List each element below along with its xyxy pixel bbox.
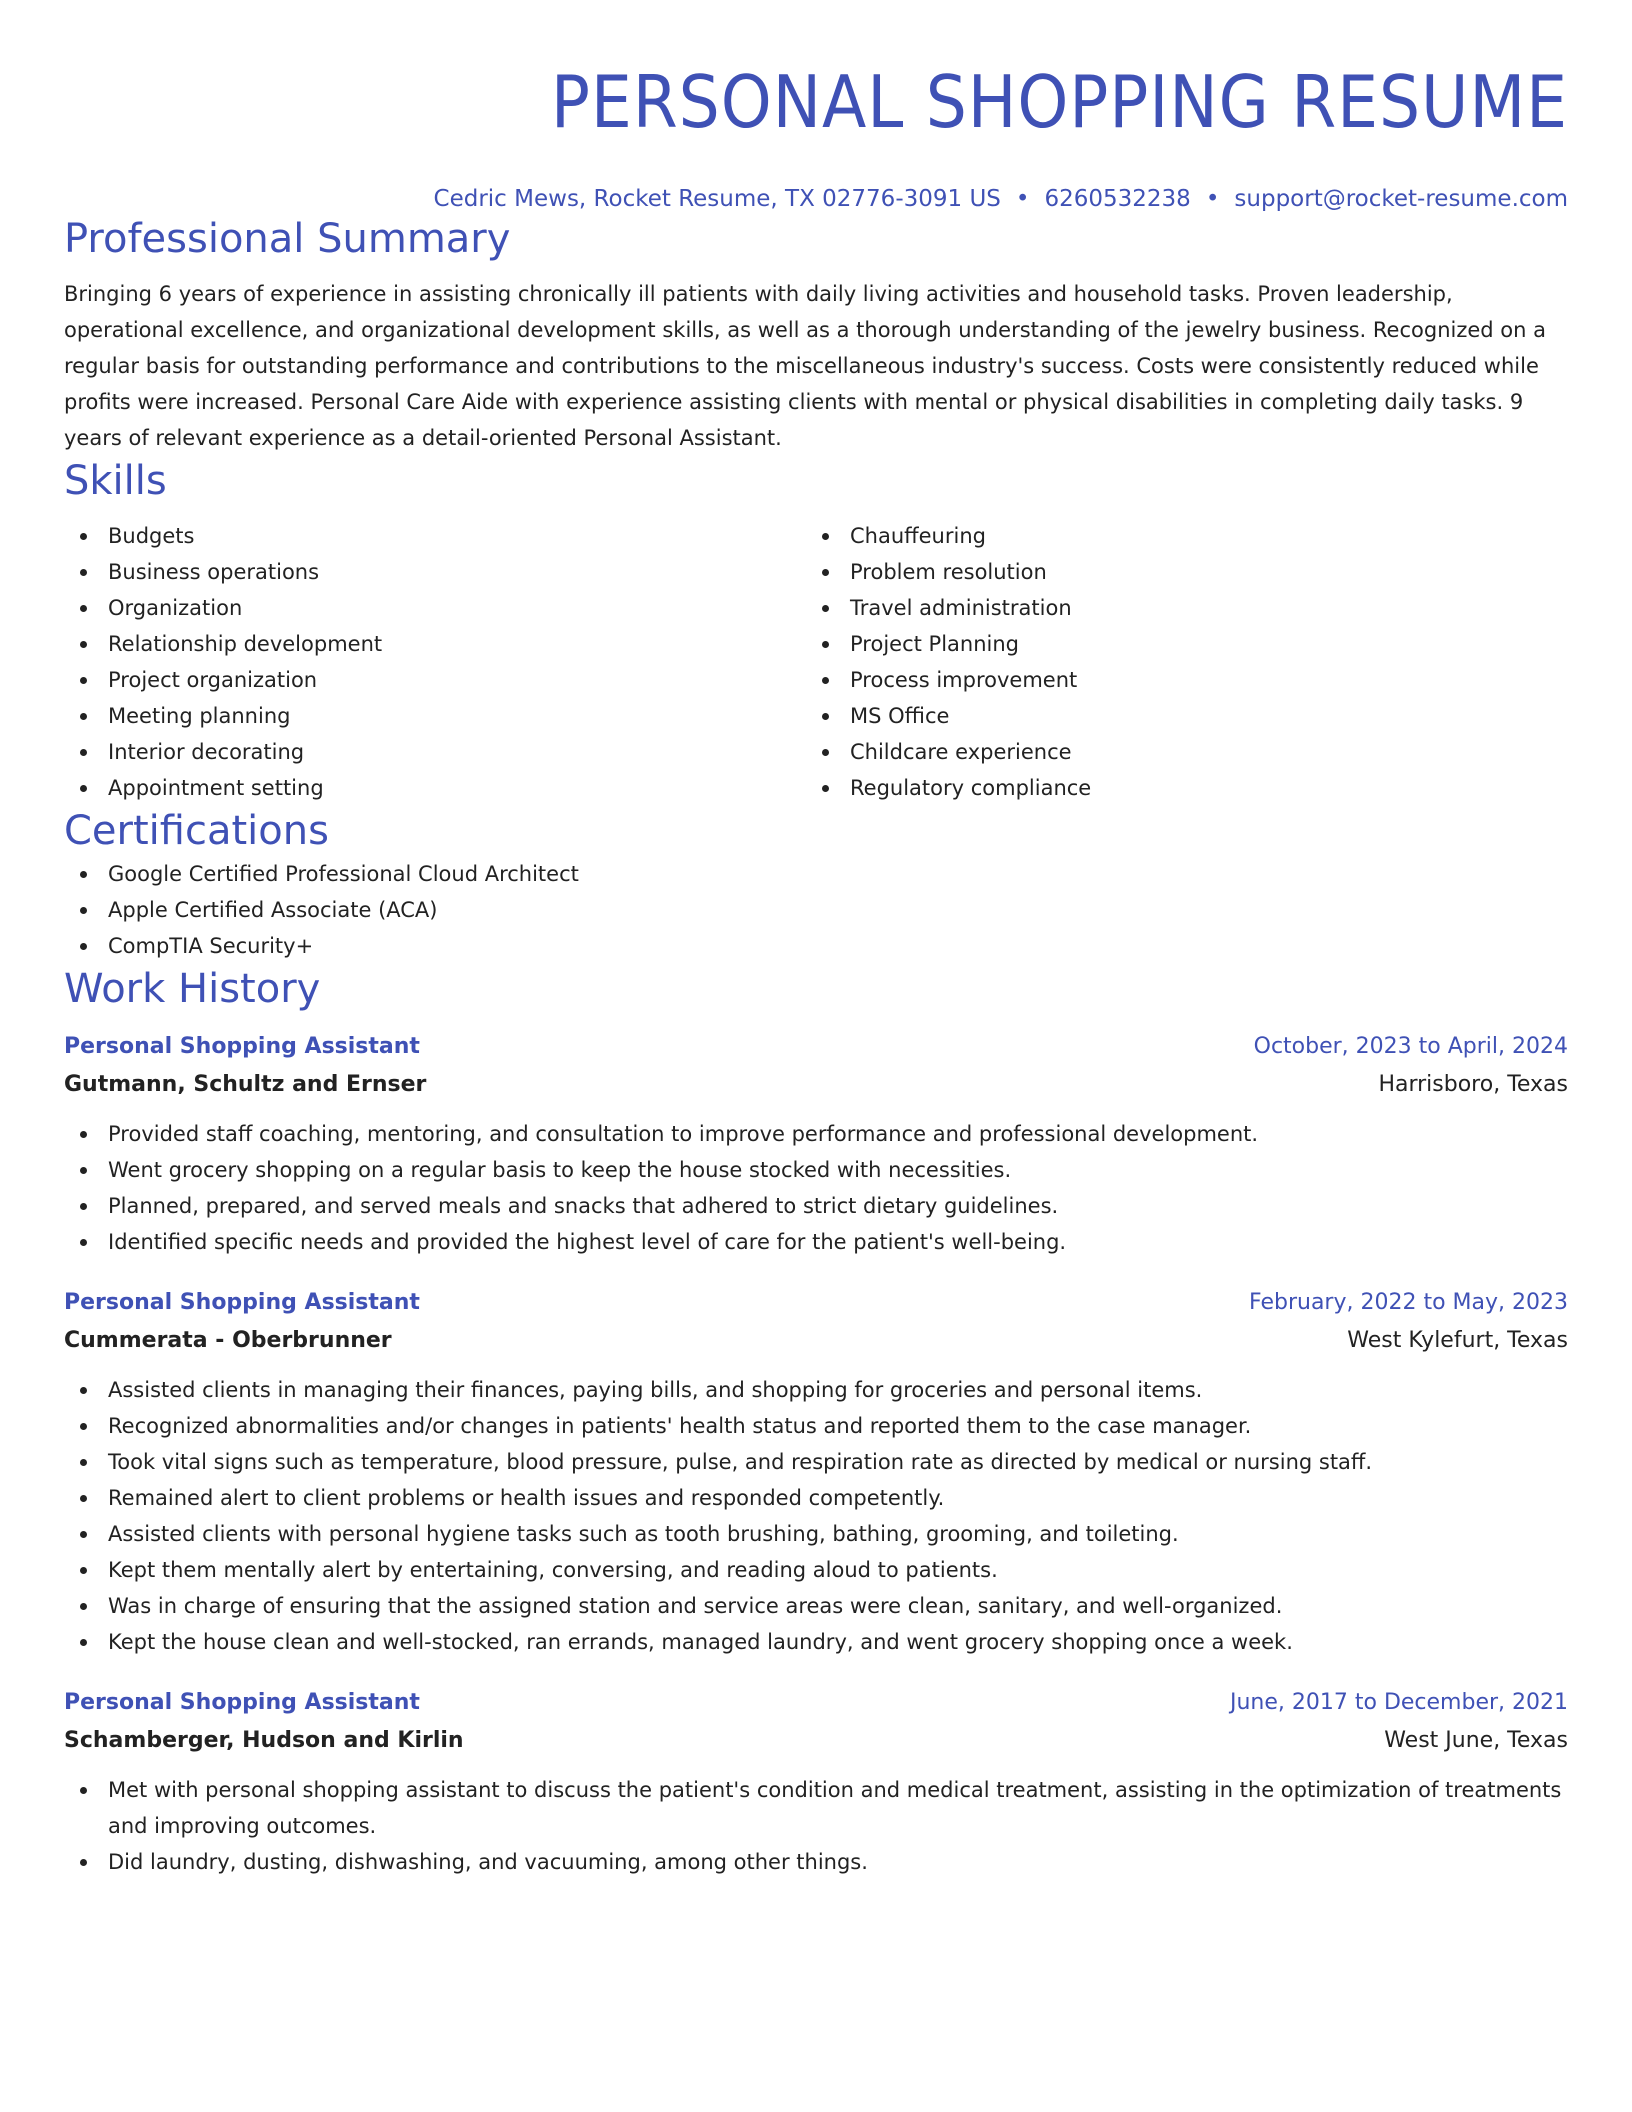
job-bullets (64, 1116, 1568, 1260)
job-bullets (64, 1772, 1568, 1880)
skill-item: Relationship development (64, 626, 806, 662)
job-entry (64, 1028, 1568, 1260)
job-title: Personal Shopping Assistant (64, 1690, 420, 1715)
skill-item: Meeting planning (64, 698, 806, 734)
skill-item: Regulatory compliance (806, 770, 1548, 806)
skill-item: Project Planning (806, 626, 1548, 662)
skill-item: Childcare experience (806, 734, 1548, 770)
skill-item: Interior decorating (64, 734, 806, 770)
certification-item: CompTIA Security+ (64, 928, 1568, 964)
job-entry (64, 1684, 1568, 1880)
contact-phone: 6260532238 (1044, 186, 1191, 212)
job-subheader (64, 1722, 1568, 1760)
skill-item: Chauffeuring (806, 518, 1548, 554)
job-bullet: Identified specific needs and provided the highest level of care for the patient's well-being. (64, 1224, 1568, 1260)
job-bullet: Met with personal shopping assistant to discuss the patient's condition and medical treatment, assisting in the optimization of treatments and improving outcomes. (64, 1772, 1568, 1844)
work-history-heading: Work History (64, 966, 321, 1012)
job-bullet: Recognized abnormalities and/or changes in patients' health status and reported them to the case manager. (64, 1408, 1568, 1444)
job-company: Gutmann, Schultz and Ernser (64, 1072, 427, 1097)
contact-separator: • (1205, 186, 1220, 212)
skills-heading: Skills (64, 458, 167, 504)
job-location: Harrisboro, Texas (1378, 1072, 1568, 1097)
certifications-list (64, 856, 1568, 964)
job-bullet: Planned, prepared, and served meals and snacks that adhered to strict dietary guidelines. (64, 1188, 1568, 1224)
job-location: West Kylefurt, Texas (1347, 1328, 1568, 1353)
job-bullets (64, 1372, 1568, 1660)
job-subheader (64, 1066, 1568, 1104)
job-dates: June, 2017 to December, 2021 (1229, 1690, 1568, 1715)
skill-item: Project organization (64, 662, 806, 698)
skills-list-right (806, 518, 1548, 806)
job-company: Cummerata - Oberbrunner (64, 1328, 392, 1353)
job-bullet: Was in charge of ensuring that the assigned station and service areas were clean, sanitary, and well-organized. (64, 1588, 1568, 1624)
contact-email: support@rocket-resume.com (1234, 186, 1568, 212)
skills-columns (64, 518, 1568, 806)
job-header (64, 1028, 1568, 1066)
skills-list-left (64, 518, 806, 806)
skill-item: Appointment setting (64, 770, 806, 806)
job-bullet: Remained alert to client problems or health issues and responded competently. (64, 1480, 1568, 1516)
job-location: West June, Texas (1384, 1728, 1568, 1753)
job-company: Schamberger, Hudson and Kirlin (64, 1728, 464, 1753)
skill-item: Budgets (64, 518, 806, 554)
job-title: Personal Shopping Assistant (64, 1290, 420, 1315)
skill-item: Organization (64, 590, 806, 626)
job-bullet: Assisted clients in managing their finances, paying bills, and shopping for groceries and personal items. (64, 1372, 1568, 1408)
job-entry (64, 1284, 1568, 1660)
job-bullet: Did laundry, dusting, dishwashing, and vacuuming, among other things. (64, 1844, 1568, 1880)
job-bullet: Went grocery shopping on a regular basis to keep the house stocked with necessities. (64, 1152, 1568, 1188)
skill-item: Process improvement (806, 662, 1548, 698)
job-bullet: Provided staff coaching, mentoring, and consultation to improve performance and professional development. (64, 1116, 1568, 1152)
job-bullet: Assisted clients with personal hygiene tasks such as tooth brushing, bathing, grooming, and toileting. (64, 1516, 1568, 1552)
certification-item: Apple Certified Associate (ACA) (64, 892, 1568, 928)
skill-item: Problem resolution (806, 554, 1548, 590)
contact-address: Cedric Mews, Rocket Resume, TX 02776-3091 US (433, 186, 1001, 212)
job-bullet: Kept the house clean and well-stocked, ran errands, managed laundry, and went grocery shopping once a week. (64, 1624, 1568, 1660)
skill-item: MS Office (806, 698, 1548, 734)
contact-separator: • (1015, 186, 1030, 212)
certification-item: Google Certified Professional Cloud Architect (64, 856, 1568, 892)
summary-text: Bringing 6 years of experience in assisting chronically ill patients with daily living activities and household tasks. Proven leadership, operational excellence, and organizational development skills, as well as a thorough understanding of the jewelry business. Recognized on a regular basis for outstanding performance and contributions to the miscellaneous industry's success. Costs were consistently reduced while profits were increased. Personal Care Aide with experience assisting clients with mental or physical disabilities in completing daily tasks. 9 years of relevant experience as a detail-oriented Personal Assistant. (64, 282, 1546, 450)
certifications-heading: Certifications (64, 808, 329, 854)
contact-line (64, 184, 1568, 214)
skill-item: Travel administration (806, 590, 1548, 626)
job-dates: October, 2023 to April, 2024 (1253, 1034, 1568, 1059)
job-bullet: Took vital signs such as temperature, blood pressure, pulse, and respiration rate as directed by medical or nursing staff. (64, 1444, 1568, 1480)
job-header (64, 1684, 1568, 1722)
resume-page (64, 0, 1568, 1880)
resume-title: PERSONAL SHOPPING RESUME (550, 60, 1568, 144)
job-title: Personal Shopping Assistant (64, 1034, 420, 1059)
job-dates: February, 2022 to May, 2023 (1249, 1290, 1568, 1315)
job-bullet: Kept them mentally alert by entertaining, conversing, and reading aloud to patients. (64, 1552, 1568, 1588)
job-header (64, 1284, 1568, 1322)
summary-heading: Professional Summary (64, 216, 511, 262)
job-subheader (64, 1322, 1568, 1360)
skill-item: Business operations (64, 554, 806, 590)
